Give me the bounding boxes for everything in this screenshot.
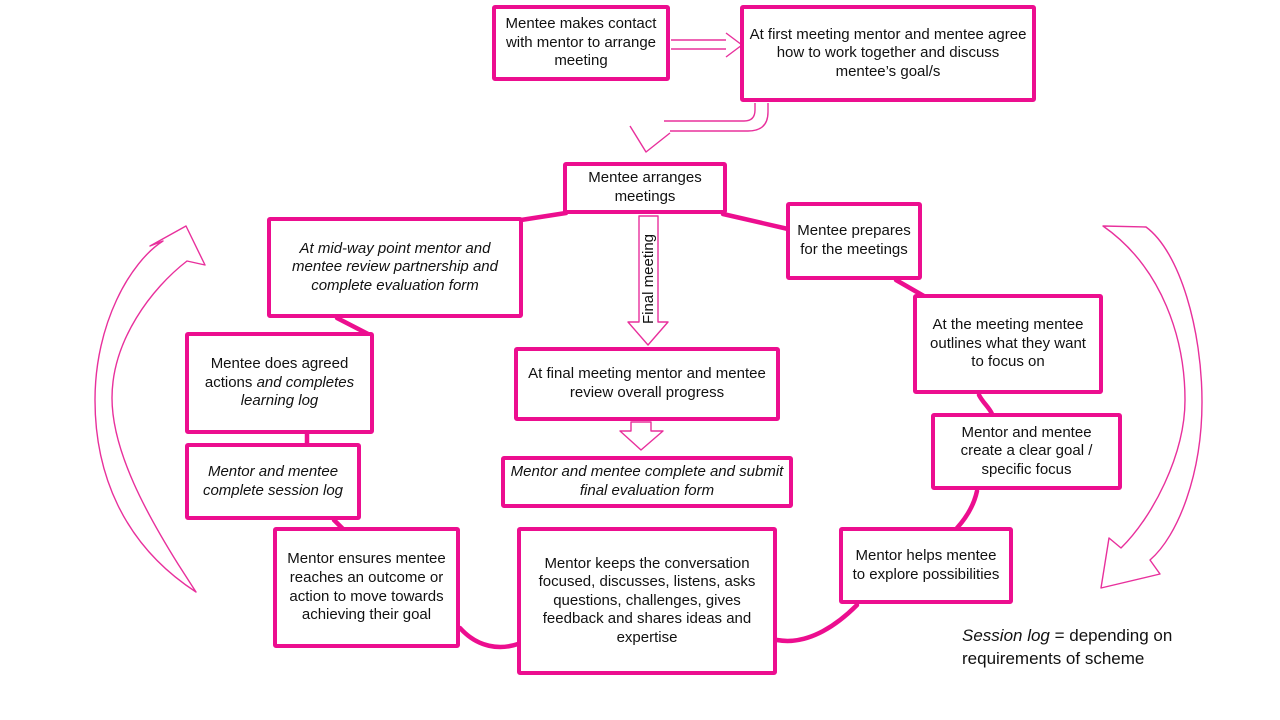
box-text: Mentor helps mentee to explore possibilities xyxy=(852,546,1000,583)
box-mentee-outlines-focus xyxy=(913,294,1103,394)
box-mentor-helps-explore xyxy=(839,527,1013,604)
box-text: Mentee prepares for the meetings xyxy=(797,222,911,258)
final-meeting-arrow-label: Final meeting xyxy=(640,233,657,325)
down-arrow-icon xyxy=(620,422,663,450)
box-text: Mentee arranges meetings xyxy=(588,169,702,205)
box-text: At final meeting mentor and mentee review overall progress xyxy=(528,365,766,401)
box-agreed-actions-learning-log xyxy=(185,332,374,434)
curved-arrow-right-icon xyxy=(1101,226,1202,588)
box-text xyxy=(194,355,365,411)
connector-arranges-midway xyxy=(521,213,566,220)
box-text: Mentor and mentee complete and submit final evaluation form xyxy=(510,463,784,499)
box-mentee-contact xyxy=(492,5,670,81)
bent-arrow-down-icon xyxy=(630,103,768,152)
box-text: Mentor keeps the conversation focused, discusses, listens, asks questions, challenges, gives feedback and shares ideas and expertise xyxy=(538,554,756,646)
connector-arranges-prepares xyxy=(723,214,788,229)
box-text: Mentor and mentee complete session log xyxy=(202,462,344,499)
connector-conversation-explore xyxy=(777,605,857,641)
box-text: Mentee makes contact with mentor to arrange meeting xyxy=(505,15,657,70)
box-create-clear-goal xyxy=(931,413,1122,490)
box-midway-review xyxy=(267,217,523,318)
footnote-normal: = depending on requirements of scheme xyxy=(962,626,1173,668)
connector-outlines-cleargoal xyxy=(979,395,992,414)
box-final-meeting-review xyxy=(514,347,780,421)
box-text: At mid-way point mentor and mentee review partnership and complete evaluation form xyxy=(292,239,498,294)
box-first-meeting xyxy=(740,5,1036,102)
box-submit-final-evaluation xyxy=(501,456,793,508)
connector-outcome-conversation xyxy=(460,628,518,647)
connector-cleargoal-explore xyxy=(957,491,977,528)
box-text-italic: and completes learning log xyxy=(240,373,355,410)
box-mentee-arranges-meetings xyxy=(563,162,727,214)
double-arrow-right-icon xyxy=(671,33,742,57)
footnote-italic: Session log xyxy=(962,626,1050,645)
box-complete-session-log xyxy=(185,443,361,520)
box-text: At the meeting mentee outlines what they want to focus on xyxy=(930,316,1086,371)
session-log-footnote xyxy=(962,624,1212,670)
box-text: Mentor ensures mentee reaches an outcome or action to move towards achieving their goal xyxy=(287,550,446,624)
box-text-normal: Mentee does agreed actions xyxy=(204,355,349,391)
box-text: At first meeting mentor and mentee agree how to work together and discuss mentee’s goal/s xyxy=(749,25,1027,80)
box-mentor-ensures-outcome xyxy=(273,527,460,648)
box-mentee-prepares xyxy=(786,202,922,280)
box-mentor-keeps-conversation xyxy=(517,527,777,675)
box-text: Mentor and mentee create a clear goal / specific focus xyxy=(960,423,1093,478)
